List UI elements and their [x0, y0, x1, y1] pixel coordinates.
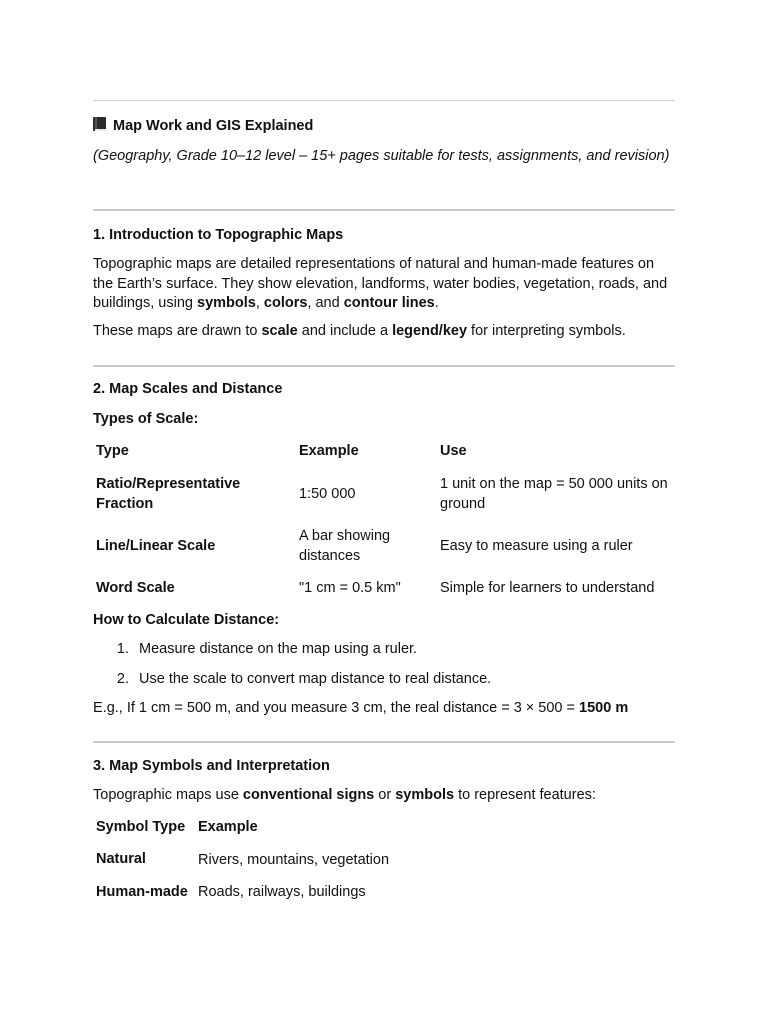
table-cell-type: Line/Linear Scale	[96, 538, 216, 554]
table-header-example: Example	[198, 819, 258, 835]
table-cell-use: Easy to measure using a ruler	[440, 538, 633, 554]
table-header-symbol-type: Symbol Type	[96, 819, 186, 835]
table-cell-type: Natural	[96, 851, 146, 867]
divider	[93, 741, 675, 743]
list-item-number: 1.	[116, 641, 129, 657]
distance-example: E.g., If 1 cm = 500 m, and you measure 3 cm, the real distance = 3 × 500 = 1500 m	[93, 700, 629, 716]
calculate-distance-label: How to Calculate Distance:	[93, 612, 280, 628]
document-title-text: Map Work and GIS Explained	[113, 118, 314, 134]
section-2-heading: 2. Map Scales and Distance	[93, 381, 283, 397]
section-1-paragraph-1: Topographic maps are detailed representations of natural and human-made features on the Earth’s surface. They show elevation, landforms, water bodies, vegetation, roads, and buildings, using symbols, colors, and contour lines.	[93, 256, 668, 311]
document-subtitle: (Geography, Grade 10–12 level – 15+ pages suitable for tests, assignments, and revision)	[93, 148, 670, 164]
list-item: Use the scale to convert map distance to real distance.	[139, 671, 492, 687]
table-cell-example: A bar showing distances	[299, 528, 391, 564]
book-icon	[93, 117, 107, 132]
table-cell-use: Simple for learners to understand	[440, 580, 655, 596]
list-item: Measure distance on the map using a ruler.	[139, 641, 418, 657]
section-1-paragraph-2: These maps are drawn to scale and include a legend/key for interpreting symbols.	[93, 323, 626, 339]
document-title	[93, 117, 313, 137]
table-header-type: Type	[96, 443, 129, 459]
table-cell-type: Human-made	[96, 884, 188, 900]
section-3-paragraph: Topographic maps use conventional signs or symbols to represent features:	[93, 787, 596, 803]
table-cell-example: Roads, railways, buildings	[198, 884, 366, 900]
table-cell-example: 1:50 000	[299, 486, 356, 502]
table-cell-example: Rivers, mountains, vegetation	[198, 852, 390, 868]
types-of-scale-label: Types of Scale:	[93, 411, 199, 427]
table-cell-type: Word Scale	[96, 580, 175, 596]
table-cell-type: Ratio/Representative Fraction	[96, 476, 241, 512]
table-header-use: Use	[440, 443, 467, 459]
table-cell-use: 1 unit on the map = 50 000 units on ground	[440, 476, 668, 512]
section-1-heading: 1. Introduction to Topographic Maps	[93, 227, 344, 243]
divider	[93, 209, 675, 211]
table-cell-example: "1 cm = 0.5 km"	[299, 580, 401, 596]
table-header-example: Example	[299, 443, 359, 459]
divider	[93, 365, 675, 367]
list-item-number: 2.	[116, 671, 129, 687]
section-3-heading: 3. Map Symbols and Interpretation	[93, 758, 330, 774]
divider	[93, 100, 675, 101]
